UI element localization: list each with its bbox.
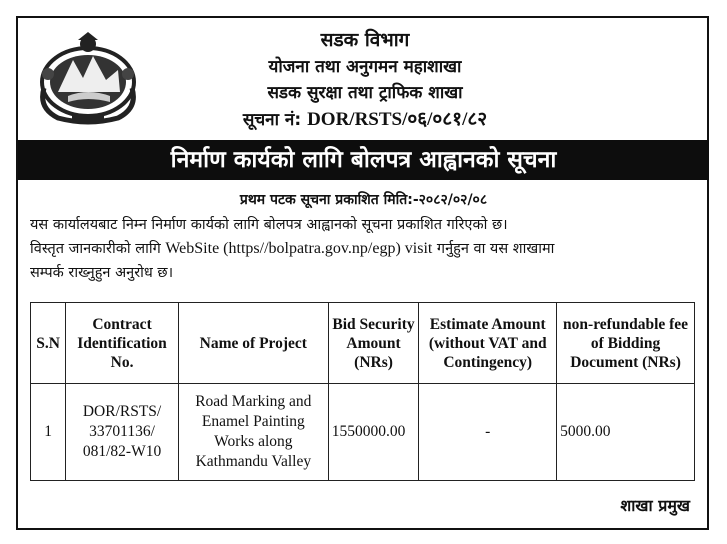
notice-number-line [150, 106, 580, 134]
header-fee: non-refundable fee of Bidding Document (NRs) [557, 303, 695, 384]
table-header-row [31, 303, 695, 384]
header-contract-id: Contract Identification No. [66, 303, 179, 384]
header-project-name: Name of Project [178, 303, 328, 384]
branch-name: योजना तथा अनुगमन महाशाखा [268, 57, 462, 77]
department-name: सडक विभाग [320, 29, 410, 51]
body-line-1: यस कार्यालयबाट निम्न निर्माण कार्यको लागि बोलपत्र आह्वानको सूचना प्रकाशित गरिएको छ। [30, 217, 508, 233]
header-sn: S.N [31, 303, 66, 384]
nepal-government-emblem-icon [28, 30, 148, 126]
notice-number: DOR/RSTS/०६/०८१/८२ [307, 109, 488, 130]
body-line-3: सम्पर्क राख्नुहुन अनुरोध छ। [30, 265, 174, 281]
cell-project-name: Road Marking and Enamel Painting Works along Kathmandu Valley [178, 384, 328, 481]
cell-sn: 1 [31, 384, 66, 481]
table-row [31, 384, 695, 481]
body-line-2-suffix: गर्नुहुन वा यस शाखामा [432, 241, 555, 257]
tender-table [30, 302, 695, 481]
first-publication-date: प्रथम पटक सूचना प्रकाशित मिति:-२०८२/०२/०८ [239, 192, 488, 208]
notice-title-banner: निर्माण कार्यको लागि बोलपत्र आह्वानको सूचना [18, 140, 709, 180]
section-name: सडक सुरक्षा तथा ट्राफिक शाखा [267, 83, 463, 103]
website-link[interactable]: WebSite (https//bolpatra.gov.np/egp) visit [165, 240, 433, 257]
cell-bid-security: 1550000.00 [328, 384, 419, 481]
cell-contract-id: DOR/RSTS/ 33701136/ 081/82-W10 [66, 384, 179, 481]
cell-fee: 5000.00 [557, 384, 695, 481]
body-line-2-prefix: विस्तृत जानकारीको लागि [30, 241, 166, 257]
signature-designation: शाखा प्रमुख [620, 496, 690, 515]
notice-number-label: सूचना नं: [242, 110, 302, 130]
header-bid-security: Bid Security Amount (NRs) [328, 303, 419, 384]
header-block [150, 26, 580, 134]
header-estimate: Estimate Amount (without VAT and Contingency) [419, 303, 557, 384]
cell-estimate: - [419, 384, 557, 481]
body-line-2 [30, 237, 702, 261]
notice-body [30, 213, 702, 285]
